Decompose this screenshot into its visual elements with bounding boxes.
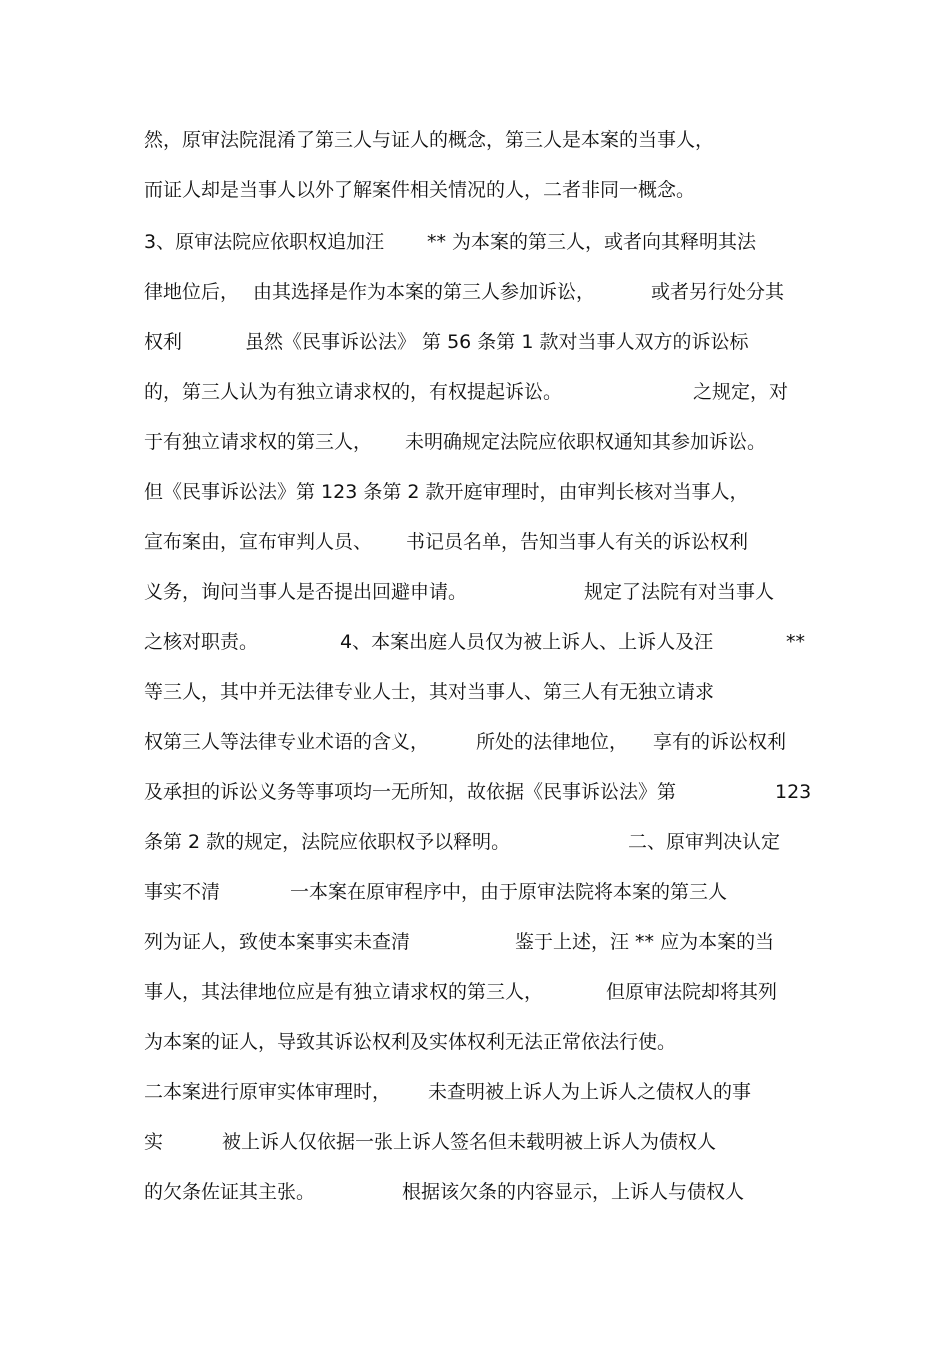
text-line (0, 427, 950, 457)
text-segment: 但原审法院却将其列 (606, 981, 778, 1003)
text-line (0, 125, 950, 155)
text-segment: 权利 (144, 331, 183, 353)
text-segment: 义务，询问当事人是否提出回避申请。 (144, 581, 468, 603)
text-segment: 享有的诉讼权利 (653, 731, 787, 753)
text-segment: ** 为本案的第三人，或者向其释明其法 (427, 231, 757, 253)
text-segment: 书记员名单，告知当事人有关的诉讼权利 (406, 531, 749, 553)
text-line (0, 1077, 950, 1107)
text-line (0, 327, 950, 357)
text-segment: 事实不清 (144, 881, 221, 903)
text-segment: 及承担的诉讼义务等事项均一无所知，故依据《民事诉讼法》第 (144, 781, 677, 803)
text-line (0, 577, 950, 607)
text-segment: 根据该欠条的内容显示，上诉人与债权人 (402, 1181, 745, 1203)
text-line (0, 175, 950, 205)
text-segment: 权第三人等法律专业术语的含义， (144, 731, 430, 753)
text-segment: 而证人却是当事人以外了解案件相关情况的人，二者非同一概念。 (144, 179, 696, 201)
text-segment: 列为证人，致使本案事实未查清 (144, 931, 411, 953)
text-segment: 123 (775, 781, 812, 803)
text-segment: 或者另行处分其 (651, 281, 785, 303)
text-line (0, 677, 950, 707)
text-segment: 于有独立请求权的第三人， (144, 431, 373, 453)
text-line (0, 377, 950, 407)
text-line (0, 827, 950, 857)
text-line (0, 627, 950, 657)
text-segment: 的欠条佐证其主张。 (144, 1181, 316, 1203)
text-segment: 事人，其法律地位应是有独立请求权的第三人， (144, 981, 544, 1003)
text-segment: 为本案的证人，导致其诉讼权利及实体权利无法正常依法行使。 (144, 1031, 677, 1053)
text-line (0, 877, 950, 907)
text-line (0, 727, 950, 757)
text-segment: 一本案在原审程序中，由于原审法院将本案的第三人 (290, 881, 728, 903)
text-segment: 3、原审法院应依职权追加汪 (144, 231, 385, 253)
text-segment: 然，原审法院混淆了第三人与证人的概念，第三人是本案的当事人， (144, 129, 715, 151)
text-segment: 由其选择是作为本案的第三人参加诉讼， (253, 281, 596, 303)
text-line (0, 1177, 950, 1207)
text-segment: 二、原审判决认定 (628, 831, 781, 853)
text-line (0, 277, 950, 307)
text-segment: 等三人，其中并无法律专业人士，其对当事人、第三人有无独立请求 (144, 681, 715, 703)
text-line (0, 227, 950, 257)
text-segment: ** (786, 631, 805, 653)
text-line (0, 1127, 950, 1157)
text-line (0, 927, 950, 957)
text-segment: 的，第三人认为有独立请求权的，有权提起诉讼。 (144, 381, 563, 403)
text-segment: 未查明被上诉人为上诉人之债权人的事 (428, 1081, 752, 1103)
text-segment: 4、本案出庭人员仅为被上诉人、上诉人及汪 (340, 631, 714, 653)
text-segment: 鉴于上述，汪 ** 应为本案的当 (515, 931, 775, 953)
text-segment: 之规定，对 (693, 381, 789, 403)
text-line (0, 977, 950, 1007)
text-segment: 所处的法律地位， (476, 731, 629, 753)
text-line (0, 1027, 950, 1057)
text-segment: 二本案进行原审实体审理时， (144, 1081, 392, 1103)
text-segment: 律地位后， (144, 281, 240, 303)
text-line (0, 527, 950, 557)
text-segment: 被上诉人仅依据一张上诉人签名但未载明被上诉人为债权人 (222, 1131, 717, 1153)
text-segment: 但《民事诉讼法》第 123 条第 2 款开庭审理时，由审判长核对当事人， (144, 481, 749, 503)
text-segment: 规定了法院有对当事人 (584, 581, 775, 603)
text-segment: 之核对职责。 (144, 631, 259, 653)
text-segment: 虽然《民事诉讼法》 第 56 条第 1 款对当事人双方的诉讼标 (245, 331, 749, 353)
text-segment: 条第 2 款的规定，法院应依职权予以释明。 (144, 831, 511, 853)
text-line (0, 477, 950, 507)
text-segment: 宣布案由，宣布审判人员、 (144, 531, 373, 553)
text-line (0, 777, 950, 807)
text-segment: 未明确规定法院应依职权通知其参加诉讼。 (405, 431, 767, 453)
text-segment: 实 (144, 1131, 164, 1153)
